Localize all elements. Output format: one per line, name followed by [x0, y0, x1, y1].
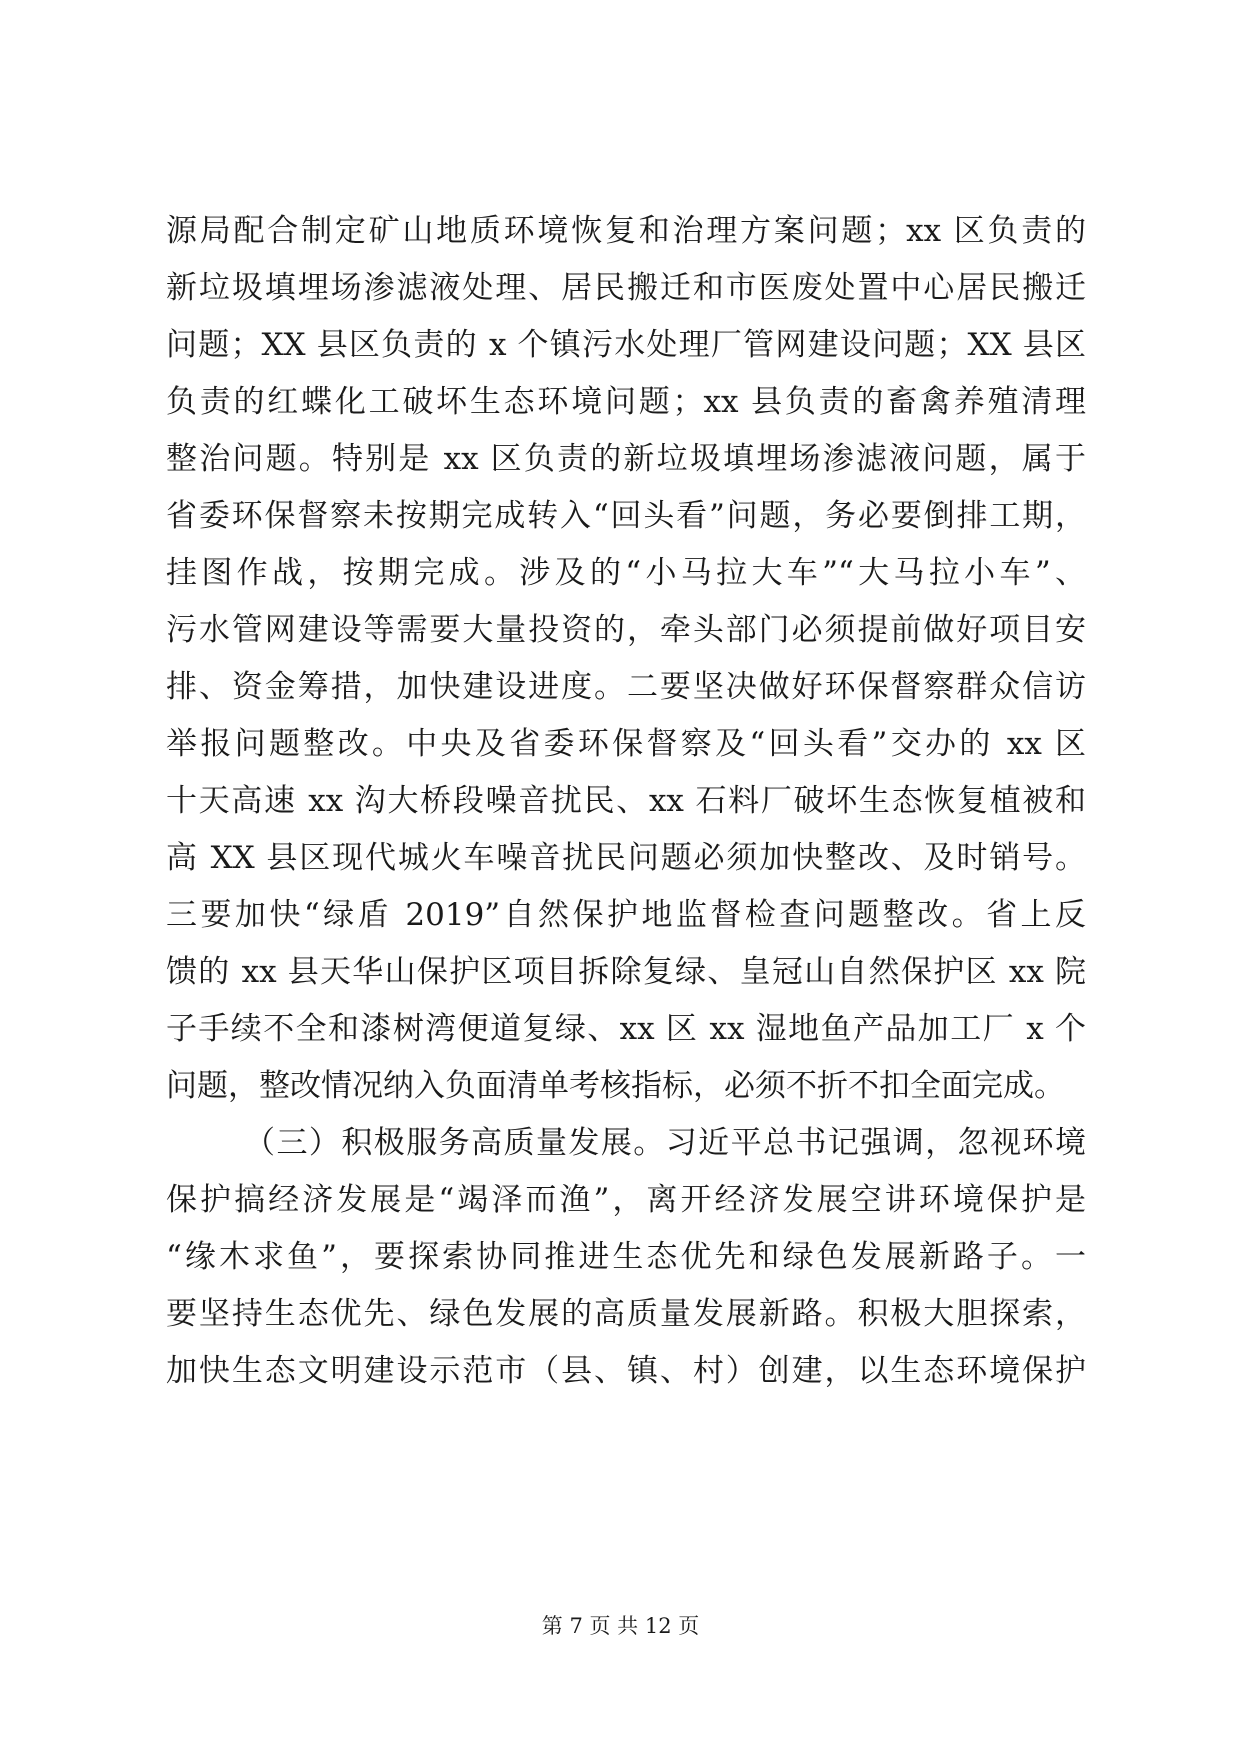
text-line: 十天高速 xx 沟大桥段噪音扰民、xx 石料厂破坏生态恢复植被和	[166, 783, 1086, 819]
text-line: 省委环保督察未按期完成转入“回头看”问题，务必要倒排工期，	[166, 498, 1086, 534]
text-line: （三）积极服务高质量发展。习近平总书记强调，忽视环境	[244, 1125, 1086, 1161]
text-line: 举报问题整改。中央及省委环保督察及“回头看”交办的 xx 区	[166, 726, 1086, 762]
text-line: 源局配合制定矿山地质环境恢复和治理方案问题；xx 区负责的	[166, 213, 1086, 249]
text-line: 污水管网建设等需要大量投资的，牵头部门必须提前做好项目安	[166, 612, 1086, 648]
text-line: 排、资金筹措，加快建设进度。二要坚决做好环保督察群众信访	[166, 669, 1086, 705]
text-line: 负责的红蝶化工破坏生态环境问题；xx 县负责的畜禽养殖清理	[166, 384, 1086, 420]
text-line: 子手续不全和漆树湾便道复绿、xx 区 xx 湿地鱼产品加工厂 x 个	[166, 1011, 1086, 1047]
text-line: “缘木求鱼”，要探索协同推进生态优先和绿色发展新路子。一	[166, 1239, 1086, 1275]
text-line: 问题，整改情况纳入负面清单考核指标，必须不折不扣全面完成。	[166, 1068, 1065, 1104]
text-line: 挂图作战，按期完成。涉及的“小马拉大车”“大马拉小车”、	[166, 555, 1086, 591]
text-line: 整治问题。特别是 xx 区负责的新垃圾填埋场渗滤液问题，属于	[166, 441, 1086, 477]
text-line: 三要加快“绿盾 2019”自然保护地监督检查问题整改。省上反	[166, 897, 1086, 933]
text-line: 馈的 xx 县天华山保护区项目拆除复绿、皇冠山自然保护区 xx 院	[166, 954, 1086, 990]
text-line: 新垃圾填埋场渗滤液处理、居民搬迁和市医废处置中心居民搬迁	[166, 270, 1086, 306]
text-line: 问题；XX 县区负责的 x 个镇污水处理厂管网建设问题；XX 县区	[166, 327, 1086, 363]
text-line: 保护搞经济发展是“竭泽而渔”，离开经济发展空讲环境保护是	[166, 1182, 1086, 1218]
text-line: 要坚持生态优先、绿色发展的高质量发展新路。积极大胆探索，	[166, 1296, 1086, 1332]
text-line: 高 XX 县区现代城火车噪音扰民问题必须加快整改、及时销号。	[166, 840, 1086, 876]
page-number-footer: 第 7 页 共 12 页	[541, 1614, 700, 1638]
text-line: 加快生态文明建设示范市（县、镇、村）创建，以生态环境保护	[166, 1353, 1086, 1389]
